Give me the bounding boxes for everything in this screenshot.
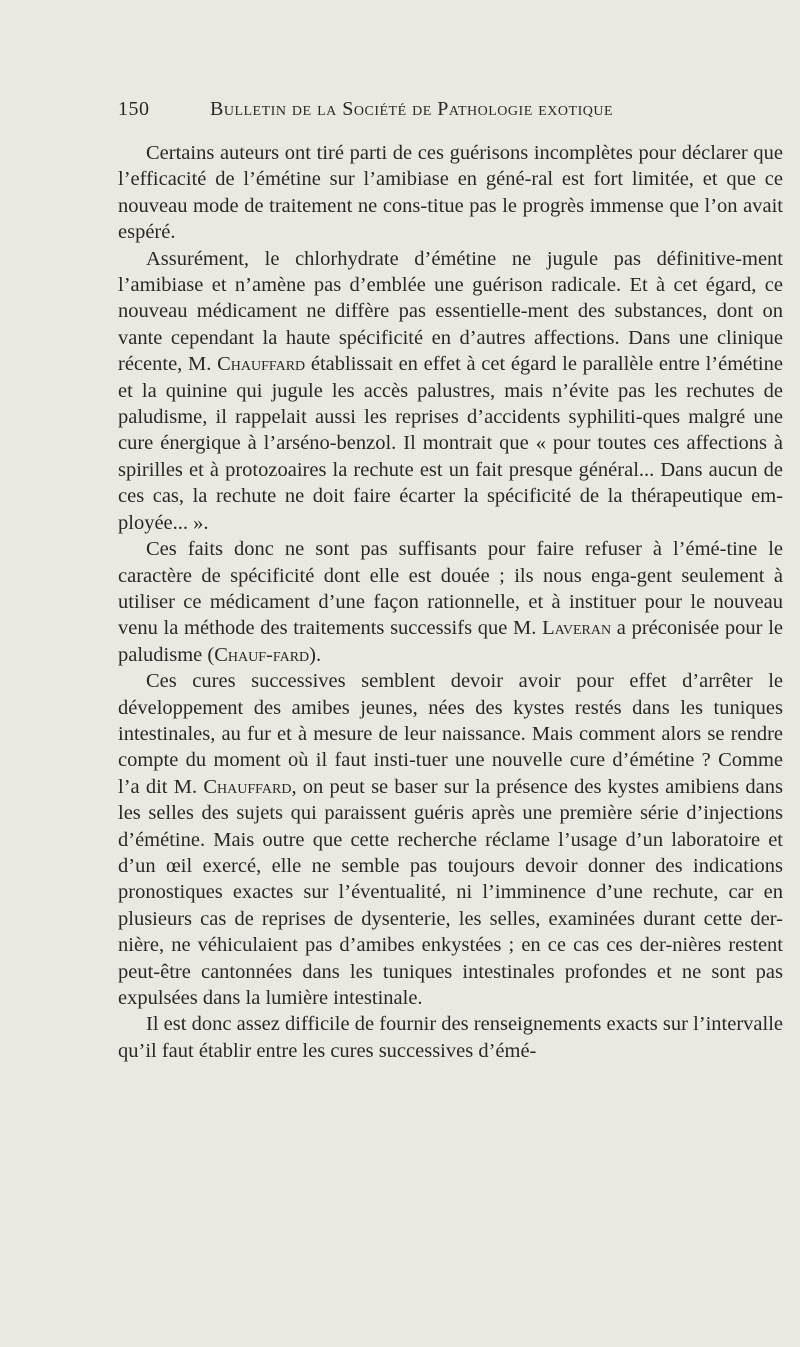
author-name-laveran: Laveran — [542, 617, 612, 640]
paragraph-4-text-a: Ces cures successives semblent devoir avoir pour effet d’arrêter le développement des amibes jeunes, nées des kystes restés dans les tuniques intestinales, au fur et à mesure de leur naissance. Mais comment alors se rendre compte du moment où il faut insti-tuer une nouvelle cure d’émétine ? Comme l’a dit M. — [118, 670, 783, 798]
running-head — [118, 94, 718, 124]
paragraph-1 — [118, 140, 783, 246]
author-name-chauffard-citation: Chauf-fard — [214, 643, 310, 666]
paragraph-5-text: Il est donc assez difficile de fournir des renseignements exacts sur l’intervalle qu’il faut établir entre les cures successives d’émé- — [118, 1013, 783, 1062]
paragraph-5 — [118, 1011, 783, 1064]
paragraph-2-text-b: établissait en effet à cet égard le parallèle entre l’émétine et la quinine qui jugule les accès palustres, mais n’évite pas les rechutes de paludisme, il rappelait aussi les reprises d’accidents syphiliti-ques malgré une cure énergique à l’arséno-benzol. Il montrait que « pour toutes ces affections à spirilles et à protozoaires la rechute est un fait presque général... Dans aucun de ces cas, la rechute ne doit faire écarter la spécificité de la thérapeutique em-ployée... ». — [118, 353, 783, 534]
paragraph-1-text: Certains auteurs ont tiré parti de ces guérisons incomplètes pour déclarer que l’efficacité de l’émétine sur l’amibiase en géné-ral est fort limitée, et que ce nouveau mode de traitement ne cons-titue pas le progrès immense que l’on avait espéré. — [118, 142, 783, 244]
paragraph-2 — [118, 246, 783, 536]
paragraph-2-text-a: Assurément, le chlorhydrate d’émétine ne jugule pas définitive-ment l’amibiase et n’amène pas d’emblée une guérison radicale. Et à cet égard, ce nouveau médicament ne diffère pas essentielle-ment des substances, dont on vante cependant la haute spécificité en d’autres affections. Dans une clinique récente, M. — [118, 247, 783, 376]
author-name-chauffard: Chauffard — [217, 353, 306, 376]
author-name-chauffard-2: Chauffard — [203, 775, 292, 798]
paragraph-3-text-b: a préconisée pour le paludisme ( — [118, 617, 783, 666]
paragraph-3-text-c: ). — [309, 643, 322, 666]
paragraph-4-text-b: , on peut se baser sur la présence des kystes amibiens dans les selles des sujets qui paraissent guéris après une première série d’injections d’émétine. Mais outre que cette recherche réclame l’usage d’un laboratoire et d’un œil exercé, elle ne semble pas toujours devoir donner des indications pronostiques exactes sur l’éventualité, ni l’imminence d’une rechute, car en plusieurs cas de reprises de dysenterie, les selles, examinées durant cette der-nière, ne véhiculaient pas d’amibes enkystées ; en ce cas ces der-nières restent peut-être cantonnées dans les tuniques intestinales profondes et ne sont pas expulsées dans la lumière intestinale. — [118, 775, 783, 1009]
body-text — [118, 140, 783, 1064]
paragraph-3 — [118, 536, 783, 668]
journal-title: Bulletin de la Société de Pathologie exotique — [210, 98, 614, 120]
paragraph-4 — [118, 668, 783, 1011]
page-number: 150 — [118, 98, 150, 120]
paragraph-3-text-a: Ces faits donc ne sont pas suffisants pour faire refuser à l’émé-tine le caractère de spécificité dont elle est douée ; ils nous enga-gent seulement à utiliser ce médicament d’une façon rationnelle, et à instituer pour le nouveau venu la méthode des traitements successifs que M. — [118, 538, 783, 640]
